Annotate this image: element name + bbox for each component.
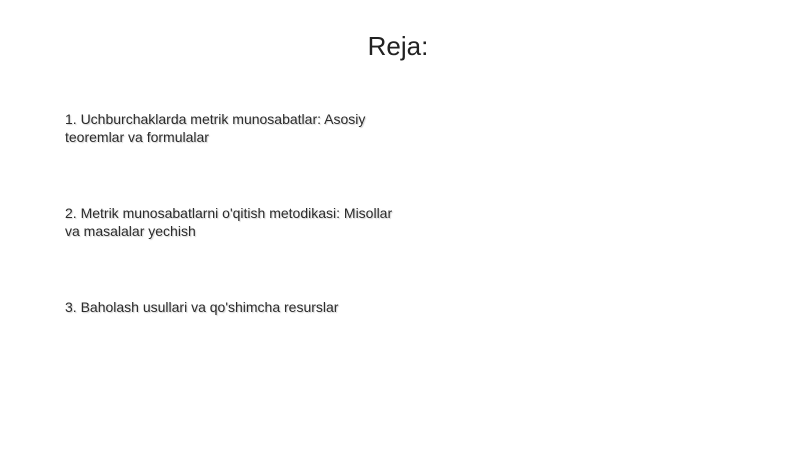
slide-title: Reja: xyxy=(367,31,429,61)
plan-item-2: 2. Metrik munosabatlarni o'qitish metodikasi: Misollar va masalalar yechish xyxy=(65,205,393,239)
plan-item-3: 3. Baholash usullari va qo'shimcha resurslar xyxy=(65,299,339,315)
plan-item-1: 1. Uchburchaklarda metrik munosabatlar: Asosiy teoremlar va formulalar xyxy=(65,111,366,145)
